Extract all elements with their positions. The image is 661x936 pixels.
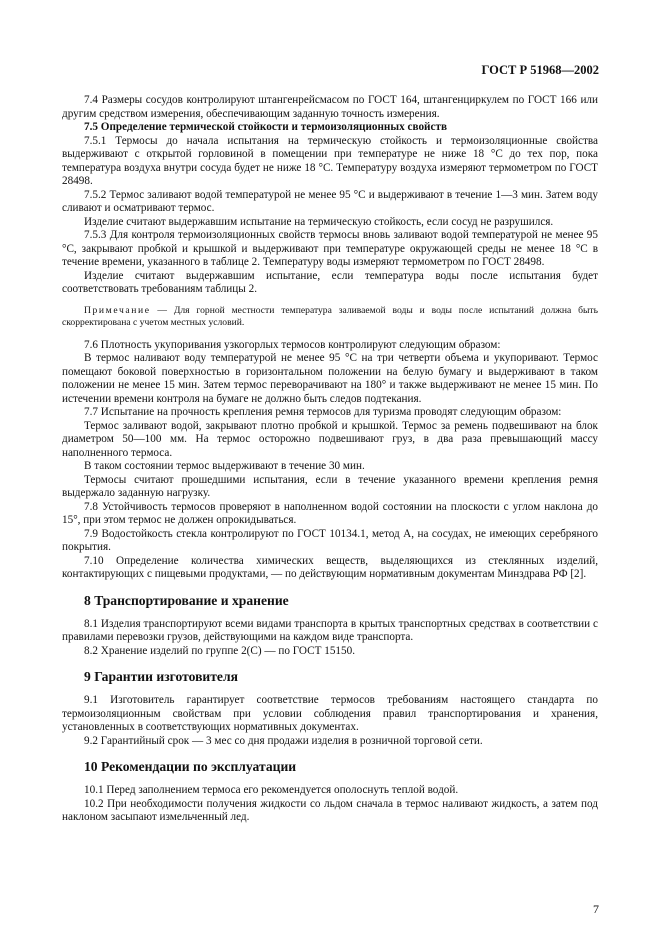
paragraph: Изделие считают выдержавшим испытание на термическую стойкость, если сосуд не разрушился. xyxy=(84,215,554,228)
paragraph: Термос заливают водой, закрывают плотно пробкой и крышкой. Термос за ремень подвешивают на блок диаметром 50—100 мм. На термос осторожно подвешивают груз, в два раза превышающий массу наполненного термоса. xyxy=(62,419,598,459)
page-number: 7 xyxy=(593,902,599,916)
paragraph-7-5-2: 7.5.2 Термос заливают водой температурой не менее 95 °С и выдерживают в течение 1—3 мин. Затем воду сливают и осматривают термос. xyxy=(62,188,598,214)
paragraph-10-2: 10.2 При необходимости получения жидкости со льдом сначала в термос наливают жидкость, а затем под наклоном засыпают измельченный лед. xyxy=(62,797,598,823)
paragraph-10-1: 10.1 Перед заполнением термоса его рекомендуется ополоснуть теплой водой. xyxy=(84,784,459,796)
paragraph: Термосы считают прошедшими испытания, если в течение указанного времени крепления ремня выдержало заданную нагрузку. xyxy=(62,473,598,499)
note-text: — Для горной местности температура заливаемой воды и воды после испытаний должна быть скорректирована с учетом местных условий. xyxy=(62,304,598,328)
paragraph: Изделие считают выдержавшим испытание, если температура воды после испытания будет соответствовать требованиям таблицы 2. xyxy=(62,269,598,295)
section-heading-10: 10 Рекомендации по эксплуатации xyxy=(84,759,297,774)
note-label: Примечание xyxy=(84,304,151,316)
paragraph-7-7: 7.7 Испытание на прочность крепления ремня термосов для туризма проводят следующим образом: xyxy=(84,406,562,418)
paragraph-7-9: 7.9 Водостойкость стекла контролируют по ГОСТ 10134.1, метод А, на сосудах, не имеющих серебряного покрытия. xyxy=(62,527,598,553)
section-heading-9: 9 Гарантии изготовителя xyxy=(84,669,238,684)
section-heading-8: 8 Транспортирование и хранение xyxy=(84,592,289,608)
paragraph-9-1: 9.1 Изготовитель гарантирует соответствие термосов требованиям настоящего стандарта по термоизоляционным свойствам при условии соблюдения правил транспортирования и хранения, установленных в соответствующих нормативных документах. xyxy=(62,694,598,733)
paragraph-8-2: 8.2 Хранение изделий по группе 2(С) — по ГОСТ 15150. xyxy=(84,644,355,657)
paragraph-7-10: 7.10 Определение количества химических веществ, выделяющихся из стеклянных изделий, контактирующих с пищевыми продуктами, — по действующим нормативным документам Минздрава РФ [2]. xyxy=(62,554,598,580)
paragraph-7-4: 7.4 Размеры сосудов контролируют штангенрейсмасом по ГОСТ 164, штангенциркулем по ГОСТ 166 или другим средством измерения, обеспечивающим заданную точность измерения. xyxy=(62,94,598,120)
note xyxy=(62,305,598,329)
subsection-heading-7-5: 7.5 Определение термической стойкости и термоизоляционных свойств xyxy=(84,121,447,133)
paragraph-7-5-3: 7.5.3 Для контроля термоизоляционных свойств термосы вновь заливают водой температурой не менее 95 °С, закрывают пробкой и крышкой и выдерживают при температуре окружающей среды не менее 18 °С в течение времени, указанного в таблице 2. Температуру воды измеряют термометром по ГОСТ 28498. xyxy=(62,229,598,268)
paragraph-7-6: 7.6 Плотность укупоривания узкогорлых термосов контролируют следующим образом: xyxy=(84,338,501,351)
paragraph-8-1: 8.1 Изделия транспортируют всеми видами транспорта в крытых транспортных средствах в соответствии с правилами перевозки грузов, действующими на каждом виде транспорта. xyxy=(62,617,598,643)
document-id-header: ГОСТ Р 51968—2002 xyxy=(481,63,599,77)
paragraph: В термос наливают воду температурой не менее 95 °С на три четверти объема и укупоривают. Термос помещают боковой поверхностью в горизонтальном положении на белую бумагу и выдерживают в таком положении не менее 15 мин. Затем термос переворачивают на 180° и также выдерживают не менее 15 мин. По истечении времени контроля на бумаге не должно быть следов подтекания. xyxy=(62,352,598,405)
paragraph-7-8: 7.8 Устойчивость термосов проверяют в наполненном водой состоянии на плоскости с углом наклона до 15°, при этом термос не должен опрокидываться. xyxy=(62,500,598,526)
paragraph-9-2: 9.2 Гарантийный срок — 3 мес со дня продажи изделия в розничной торговой сети. xyxy=(84,734,483,747)
paragraph: В таком состоянии термос выдерживают в течение 30 мин. xyxy=(84,460,365,472)
paragraph-7-5-1: 7.5.1 Термосы до начала испытания на термическую стойкость и термоизоляционные свойства выдерживают с открытой горловиной в помещении при температуре не ниже 18 °С до тех пор, пока температура воздуха внутри сосуда будет не ниже 18 °С. Температуру воздуха измеряют термометром по ГОСТ 28498. xyxy=(62,134,598,187)
document-body xyxy=(62,94,598,825)
